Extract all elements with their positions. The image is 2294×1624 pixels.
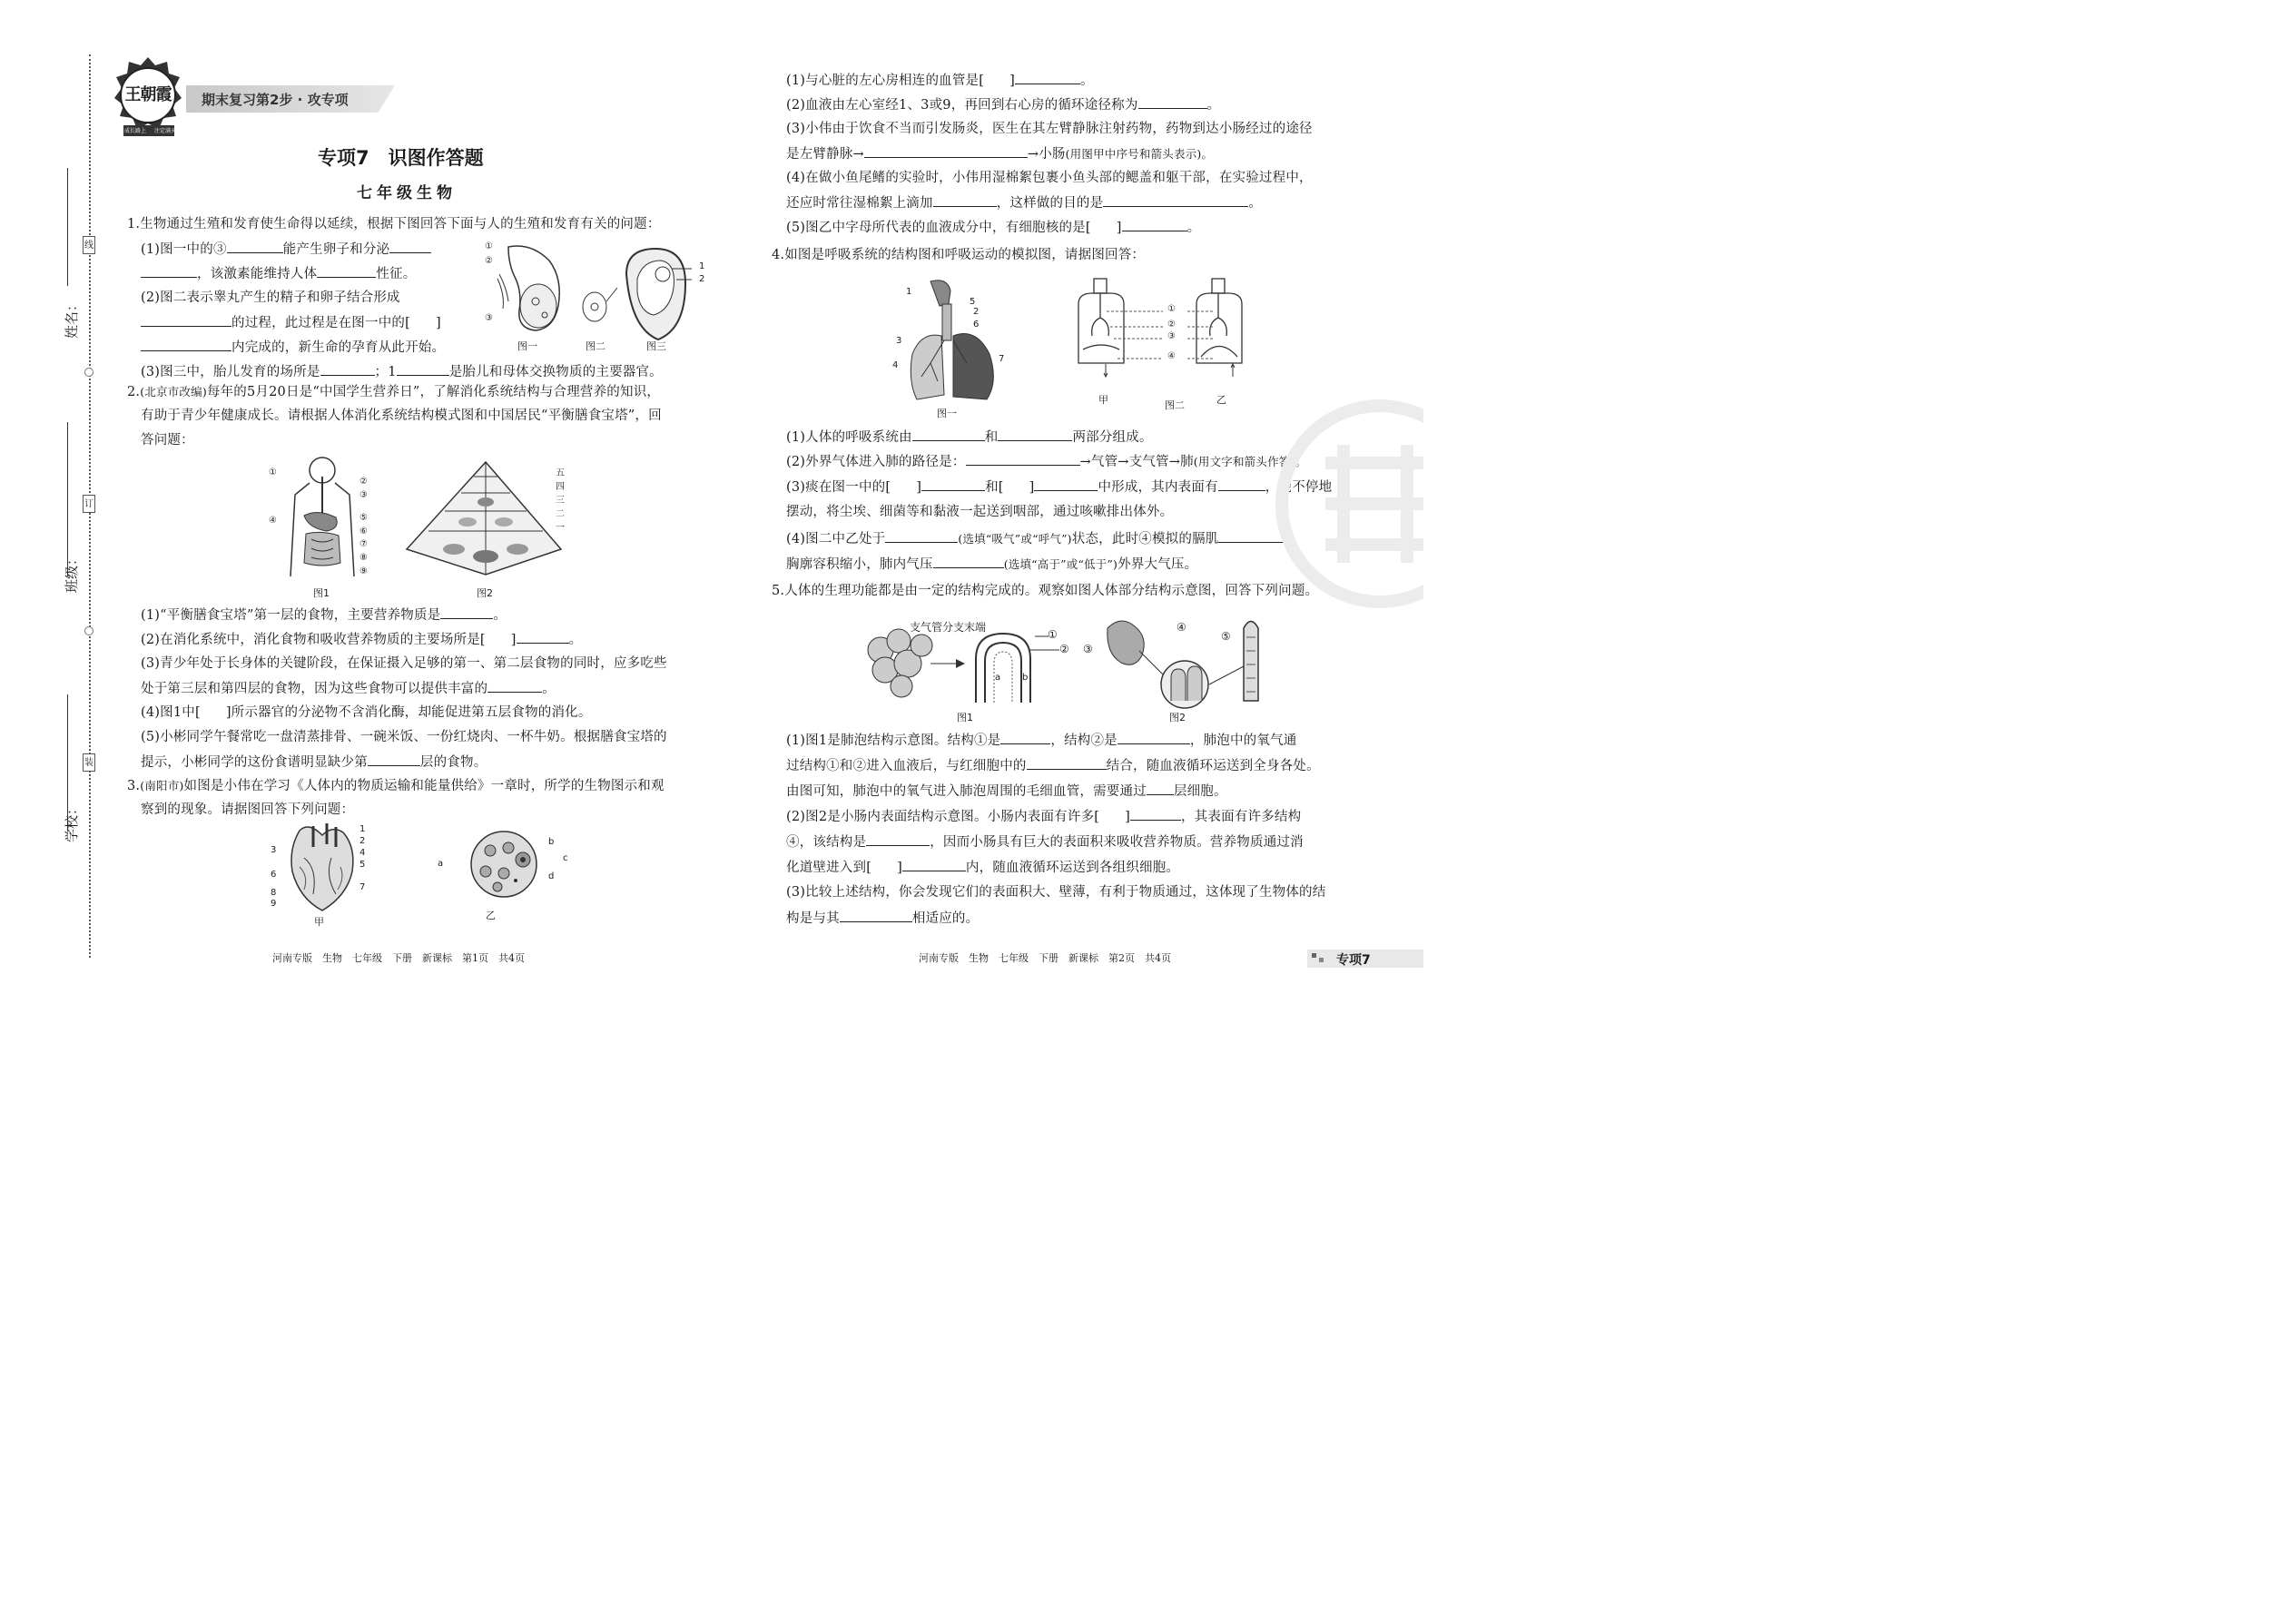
q2-fig2-label: 三: [556, 496, 565, 506]
binding-hole-icon: [84, 368, 94, 377]
q2-fig1-label: ⑥: [359, 527, 368, 536]
q1-fig-label: ①: [485, 241, 493, 251]
q1-fig-label: ②: [485, 256, 493, 266]
q2-s1: (1)“平衡膳食宝塔”第一层的食物，主要营养物质是 。: [141, 603, 507, 628]
q3-heart-label: 6: [271, 870, 277, 880]
q3-intro-line1: 3.(南阳市)如图是小伟在学习《人体内的物质运输和能量供给》一章时，所学的生物图示和观: [127, 779, 665, 793]
q1-line3: (2)图二表示睾丸产生的精子和卵子结合形成: [141, 290, 400, 305]
q2-fig2-label: 二: [556, 509, 565, 519]
banner-text: 期末复习第2步 · 攻专项: [202, 92, 349, 108]
q5-fig2-label: ③: [1083, 643, 1093, 655]
q4-s3g: 摆动，将尘埃、细菌等和黏液一起送到咽部，通过咳嗽排出体外。: [786, 505, 1174, 519]
q4-s2: (2)外界气体进入肺的路径是： →气管→支气管→肺(用文字和箭头作答)。: [786, 449, 1306, 475]
q3-caption: 甲: [314, 916, 324, 928]
page-subtitle: 七年级生物: [357, 184, 457, 202]
q1-fig-label: 2: [699, 274, 705, 284]
q4-fig1-label: 3: [896, 336, 902, 346]
q5-fig1-label: ①: [1048, 628, 1058, 641]
q2-intro-line2: 有助于青少年健康成长。请根据人体消化系统结构模式图和中国居民“平衡膳食宝塔”，回: [141, 408, 662, 423]
q3-intro-line2: 察到的现象。请据图回答下列问题：: [141, 802, 355, 817]
footer-tag: 专项7: [1336, 953, 1371, 968]
q2-fig2-label: 五: [556, 468, 565, 478]
logo-motto: 成长路上: [124, 128, 147, 134]
q5-s2b: ④，该结构是 ，因而小肠具有巨大的表面积来吸收营养物质。营养物质通过消: [786, 830, 1304, 855]
q2-s3b: 处于第三层和第四层的食物，因为这些食物可以提供丰富的 。: [141, 676, 556, 702]
q1-intro: 1.生物通过生殖和发育使生命得以延续，根据下图回答下面与人的生殖和发育有关的问题：: [127, 217, 661, 231]
q1-fig-label: 1: [699, 261, 705, 271]
q1-fig-label: ③: [485, 313, 493, 323]
q5-intestine-figure: [1098, 610, 1280, 710]
q5-caption: 图1: [957, 712, 973, 723]
q3-heart-label: 2: [359, 836, 366, 846]
q3-heart-label: 3: [271, 845, 277, 855]
page-title: 专项7 识图作答题: [318, 147, 484, 169]
footer-square-icon: [1319, 958, 1324, 962]
q3-s3a: (3)小伟由于饮食不当而引发肠炎，医生在其左臂静脉注射药物，药物到达小肠经过的途径: [786, 122, 1313, 136]
q4-fig1-label: 7: [999, 354, 1005, 364]
logo-motto: 注定满天: [154, 128, 177, 134]
q2-fig1-label: ③: [359, 490, 368, 500]
side-tag-zhuang: 装: [83, 753, 95, 772]
q5-s3b: 构是与其 相适应的。: [786, 906, 979, 931]
q2-fig1-label: ⑦: [359, 539, 368, 549]
q5-s1b: 过结构①和②进入血液后，与红细胞中的 结合，随血液循环运送到全身各处。: [786, 753, 1320, 779]
q4-s3: (3)痰在图一中的[ ] 和[ ] 中形成，其内表面有 ，能不停地: [786, 475, 1332, 500]
q2-intro-line3: 答问题：: [141, 433, 194, 448]
q3-blood-label: c: [563, 853, 568, 863]
q5-s2c: 化道壁进入到[ ] 内，随血液循环运送到各组织细胞。: [786, 855, 1179, 881]
q2-s3a: (3)青少年处于长身体的关键阶段，在保证摄入足够的第一、第二层食物的同时，应多吃些: [141, 656, 667, 671]
q3-heart-figure: [281, 822, 366, 912]
q4-caption: 乙: [1216, 394, 1226, 406]
q3-s3b: 是左臂静脉→ →小肠(用图甲中序号和箭头表示)。: [786, 142, 1213, 167]
q1-caption: 图一: [517, 340, 537, 352]
q5-fig1-label: a: [995, 673, 1001, 683]
q3-heart-label: 5: [359, 860, 366, 870]
school-label: 学校：: [64, 801, 81, 843]
q3-blood-label: d: [548, 871, 555, 881]
q1-line6: (3)图三中，胎儿发育的场所是 ；1 是胎儿和母体交换物质的主要器官。: [141, 359, 663, 385]
q2-fig2-label: 一: [556, 523, 565, 533]
q2-fig1-label: ②: [359, 477, 368, 487]
q5-s3a: (3)比较上述结构，你会发现它们的表面积大、壁薄，有利于物质通过，这体现了生物体的结: [786, 885, 1326, 900]
q3-heart-label: 9: [271, 899, 277, 909]
q4-s1: (1)人体的呼吸系统由 和 两部分组成。: [786, 425, 1153, 450]
q5-s1a: (1)图1是肺泡结构示意图。结构①是 ，结构②是 ，肺泡中的氧气通: [786, 728, 1296, 753]
q2-s2: (2)在消化系统中，消化食物和吸收营养物质的主要场所是[ ] 。: [141, 627, 582, 653]
q5-caption: 图2: [1169, 712, 1186, 723]
q2-food-pyramid-figure: [399, 458, 563, 581]
q5-s1c: 由图可知，肺泡中的氧气进入肺泡周围的毛细血管，需要通过 层细胞。: [786, 779, 1227, 804]
q5-fig1-text: 支气管分支末端: [910, 621, 987, 634]
q4-s4a: (4)图二中乙处于 (选填“吸气”或“呼气”)状态，此时④模拟的膈肌 ，: [786, 527, 1303, 552]
q2-fig1-label: ⑨: [359, 566, 368, 576]
q4-fig1-label: 4: [892, 360, 899, 370]
q3-heart-label: 4: [359, 848, 366, 858]
q2-fig2-label: 四: [556, 482, 565, 492]
q2-fig1-label: ⑧: [359, 553, 368, 563]
q1-caption: 图三: [646, 340, 666, 352]
logo-text: 王朝霞: [124, 85, 172, 104]
q2-fig1-label: ④: [269, 516, 277, 526]
footer-left: 河南专版 生物 七年级 下册 新课标 第1页 共4页: [272, 952, 525, 964]
footer-right: 河南专版 生物 七年级 下册 新课标 第2页 共4页: [919, 952, 1171, 964]
q1-line2: ，该激素能维持人体 性征。: [141, 261, 416, 287]
q3-heart-label: 7: [359, 882, 366, 892]
q4-lungs-figure: [903, 277, 1003, 404]
binding-hole-icon: [84, 626, 94, 635]
name-line: [67, 168, 68, 286]
q1-caption: 图二: [586, 340, 605, 352]
q2-s5a: (5)小彬同学午餐常吃一盘清蒸排骨、一碗米饭、一份红烧肉、一杯牛奶。根据膳食宝塔的: [141, 730, 667, 744]
q3-caption: 乙: [486, 910, 496, 921]
q3-s2: (2)血液由左心室经1、3或9，再回到右心房的循环途径称为 。: [786, 93, 1220, 118]
q1-line5: 内完成的，新生命的孕育从此开始。: [141, 335, 445, 360]
q4-caption: 甲: [1098, 394, 1108, 406]
q4-fig1-label: 6: [973, 320, 980, 330]
q3-blood-label: b: [548, 837, 555, 847]
q5-s2a: (2)图2是小肠内表面结构示意图。小肠内表面有许多[ ] ，其表面有许多结构: [786, 804, 1301, 830]
q3-s4a: (4)在做小鱼尾鳍的实验时，小伟用湿棉絮包裹小鱼头部的鳃盖和躯干部，在实验过程中，: [786, 171, 1313, 185]
q5-fig1-label: b: [1022, 673, 1029, 683]
q3-s4b: 还应时常往湿棉絮上滴加 ，这样做的目的是 。: [786, 191, 1262, 216]
q2-s5b: 提示，小彬同学的这份食谱明显缺少第 层的食物。: [141, 750, 487, 775]
q2-caption: 图2: [477, 587, 493, 599]
q4-fig1-label: 1: [906, 287, 912, 297]
q5-fig2-label: ⑤: [1221, 630, 1231, 643]
q4-intro: 4.如图是呼吸系统的结构图和呼吸运动的模拟图，请据图回答：: [772, 248, 1146, 262]
q5-intro: 5.人体的生理功能都是由一定的结构完成的。观察如图人体部分结构示意图，回答下列问题。: [772, 584, 1319, 598]
q4-caption: 图二: [1165, 399, 1185, 411]
q4-caption: 图一: [937, 408, 957, 419]
q3-blood-label: a: [438, 859, 444, 869]
q4-fig2-label: ①: [1167, 304, 1176, 314]
side-tag-ding: 订: [83, 495, 95, 513]
q4-s4b: 胸廓容积缩小，肺内气压 (选填“高于”或“低于”)外界大气压。: [786, 552, 1197, 577]
q3-s1: (1)与心脏的左心房相连的血管是[ ] 。: [786, 68, 1094, 94]
q2-fig1-label: ①: [269, 468, 277, 477]
q3-heart-label: 8: [271, 888, 277, 898]
q2-caption: 图1: [313, 587, 330, 599]
watermark-seal-icon: [1271, 399, 1423, 608]
q2-s4: (4)图1中[ ]所示器官的分泌物不含消化酶，却能促进第五层食物的消化。: [141, 705, 592, 720]
class-label: 班级：: [64, 551, 81, 594]
q5-fig2-label: ④: [1177, 621, 1186, 634]
q1-line1: (1)图一中的③ 能产生卵子和分泌: [141, 237, 431, 262]
q2-fig1-label: ⑤: [359, 513, 368, 523]
name-label: 姓名：: [64, 297, 81, 340]
q4-fig1-label: 2: [973, 307, 980, 317]
q3-heart-label: 1: [359, 824, 366, 834]
q3-blood-smear-figure: [463, 828, 545, 901]
q1-line4: 的过程，此过程是在图一中的[ ]: [141, 310, 441, 336]
q3-s5: (5)图乙中字母所代表的血液成分中，有细胞核的是[ ] 。: [786, 215, 1200, 241]
q4-fig2-label: ④: [1167, 351, 1176, 361]
side-tag-xian: 线: [83, 236, 95, 254]
q5-fig1-label: ②: [1059, 643, 1069, 655]
footer-square-icon: [1312, 953, 1316, 958]
q4-fig1-label: 5: [970, 297, 976, 307]
q4-fig2-label: ②: [1167, 320, 1176, 330]
q4-fig2-label: ③: [1167, 331, 1176, 341]
q2-intro-line1: 2.(北京市改编)每年的5月20日是“中国学生营养日”，了解消化系统结构与合理营养的知识，: [127, 385, 661, 399]
q2-digestive-figure: [286, 454, 359, 581]
